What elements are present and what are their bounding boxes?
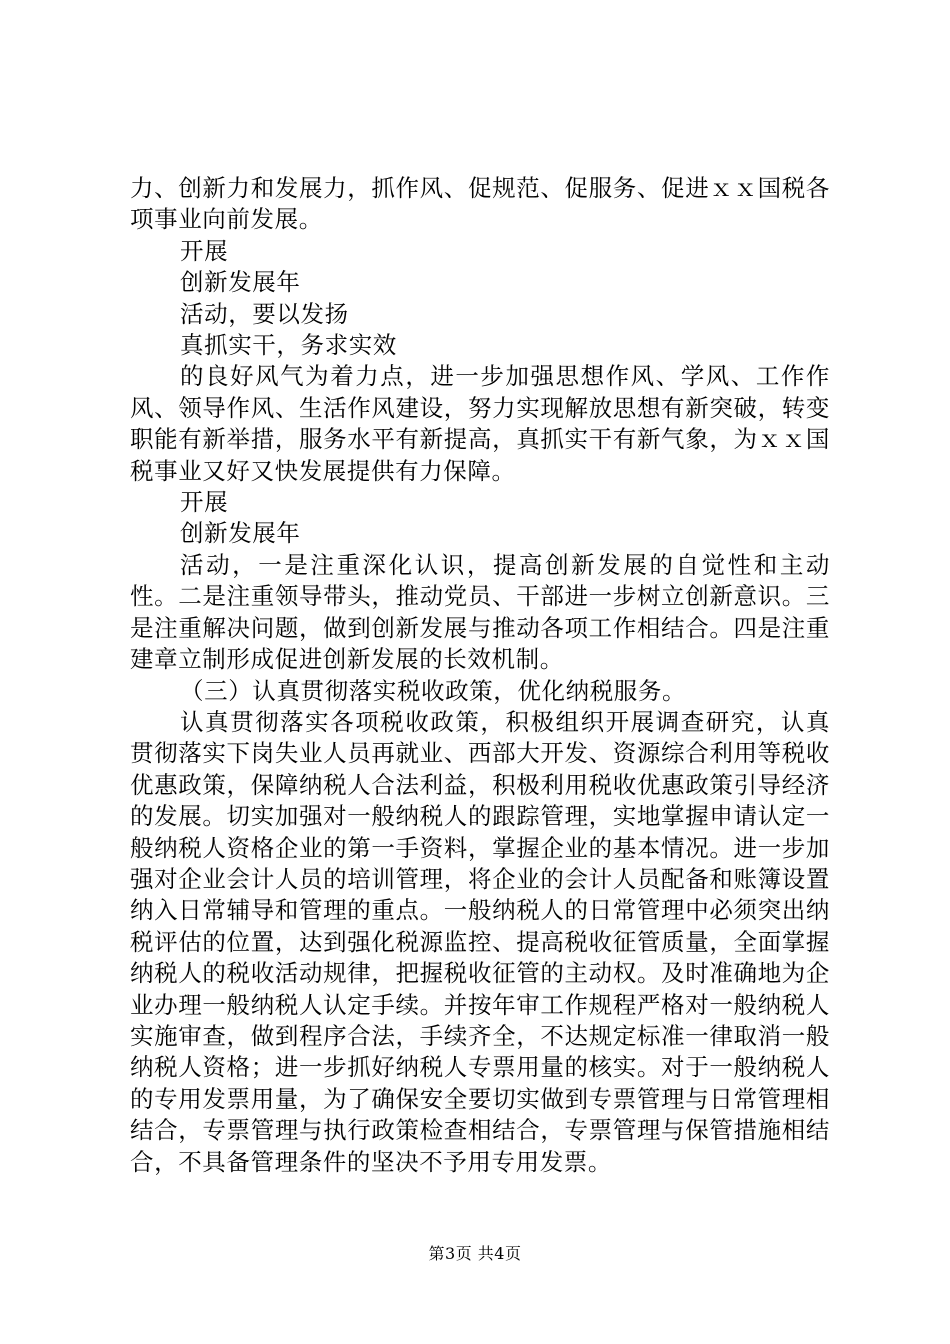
- document-body: [130, 173, 830, 1178]
- paragraph-1: 力、创新力和发展力，抓作风、促规范、促服务、促进ｘｘ国税各项事业向前发展。: [130, 174, 830, 234]
- paragraph-4: 活动，要以发扬: [180, 299, 349, 328]
- paragraph-5: 真抓实干，务求实效: [180, 331, 397, 360]
- paragraph-3: 创新发展年: [180, 268, 301, 297]
- paragraph-6: 的良好风气为着力点，进一步加强思想作风、学风、工作作风、领导作风、生活作风建设，努力实现解放思想有新突破，转变职能有新举措，服务水平有新提高，真抓实干有新气象，为ｘｘ国税事业又好又快发展提供有力保障。: [130, 362, 830, 485]
- paragraph-8: 创新发展年: [180, 519, 301, 548]
- paragraph-11: 认真贯彻落实各项税收政策，积极组织开展调查研究，认真贯彻落实下岗失业人员再就业、西部大开发、资源综合利用等税收优惠政策，保障纳税人合法利益，积极利用税收优惠政策引导经济的发展。切实加强对一般纳税人的跟踪管理，实地掌握申请认定一般纳税人资格企业的第一手资料，掌握企业的基本情况。进一步加强对企业会计人员的培训管理，将企业的会计人员配备和账簿设置纳入日常辅导和管理的重点。一般纳税人的日常管理中必须突出纳税评估的位置，达到强化税源监控、提高税收征管质量，全面掌握纳税人的税收活动规律，把握税收征管的主动权。及时准确地为企业办理一般纳税人认定手续。并按年审工作规程严格对一般纳税人实施审查，做到程序合法，手续齐全，不达规定标准一律取消一般纳税人资格；进一步抓好纳税人专票用量的核实。对于一般纳税人的专用发票用量，为了确保安全要切实做到专票管理与日常管理相结合，专票管理与执行政策检查相结合，专票管理与保管措施相结合，不具备管理条件的坚决不予用专用发票。: [130, 707, 830, 1176]
- page-number-footer: 第3页 共4页: [428, 1244, 522, 1263]
- paragraph-2: 开展: [180, 236, 229, 265]
- paragraph-9: 活动，一是注重深化认识，提高创新发展的自觉性和主动性。二是注重领导带头，推动党员、干部进一步树立创新意识。三是注重解决问题，做到创新发展与推动各项工作相结合。四是注重建章立制形成促进创新发展的长效机制。: [130, 550, 830, 674]
- paragraph-7: 开展: [180, 488, 229, 517]
- section-heading: （三）认真贯彻落实税收政策，优化纳税服务。: [180, 676, 687, 705]
